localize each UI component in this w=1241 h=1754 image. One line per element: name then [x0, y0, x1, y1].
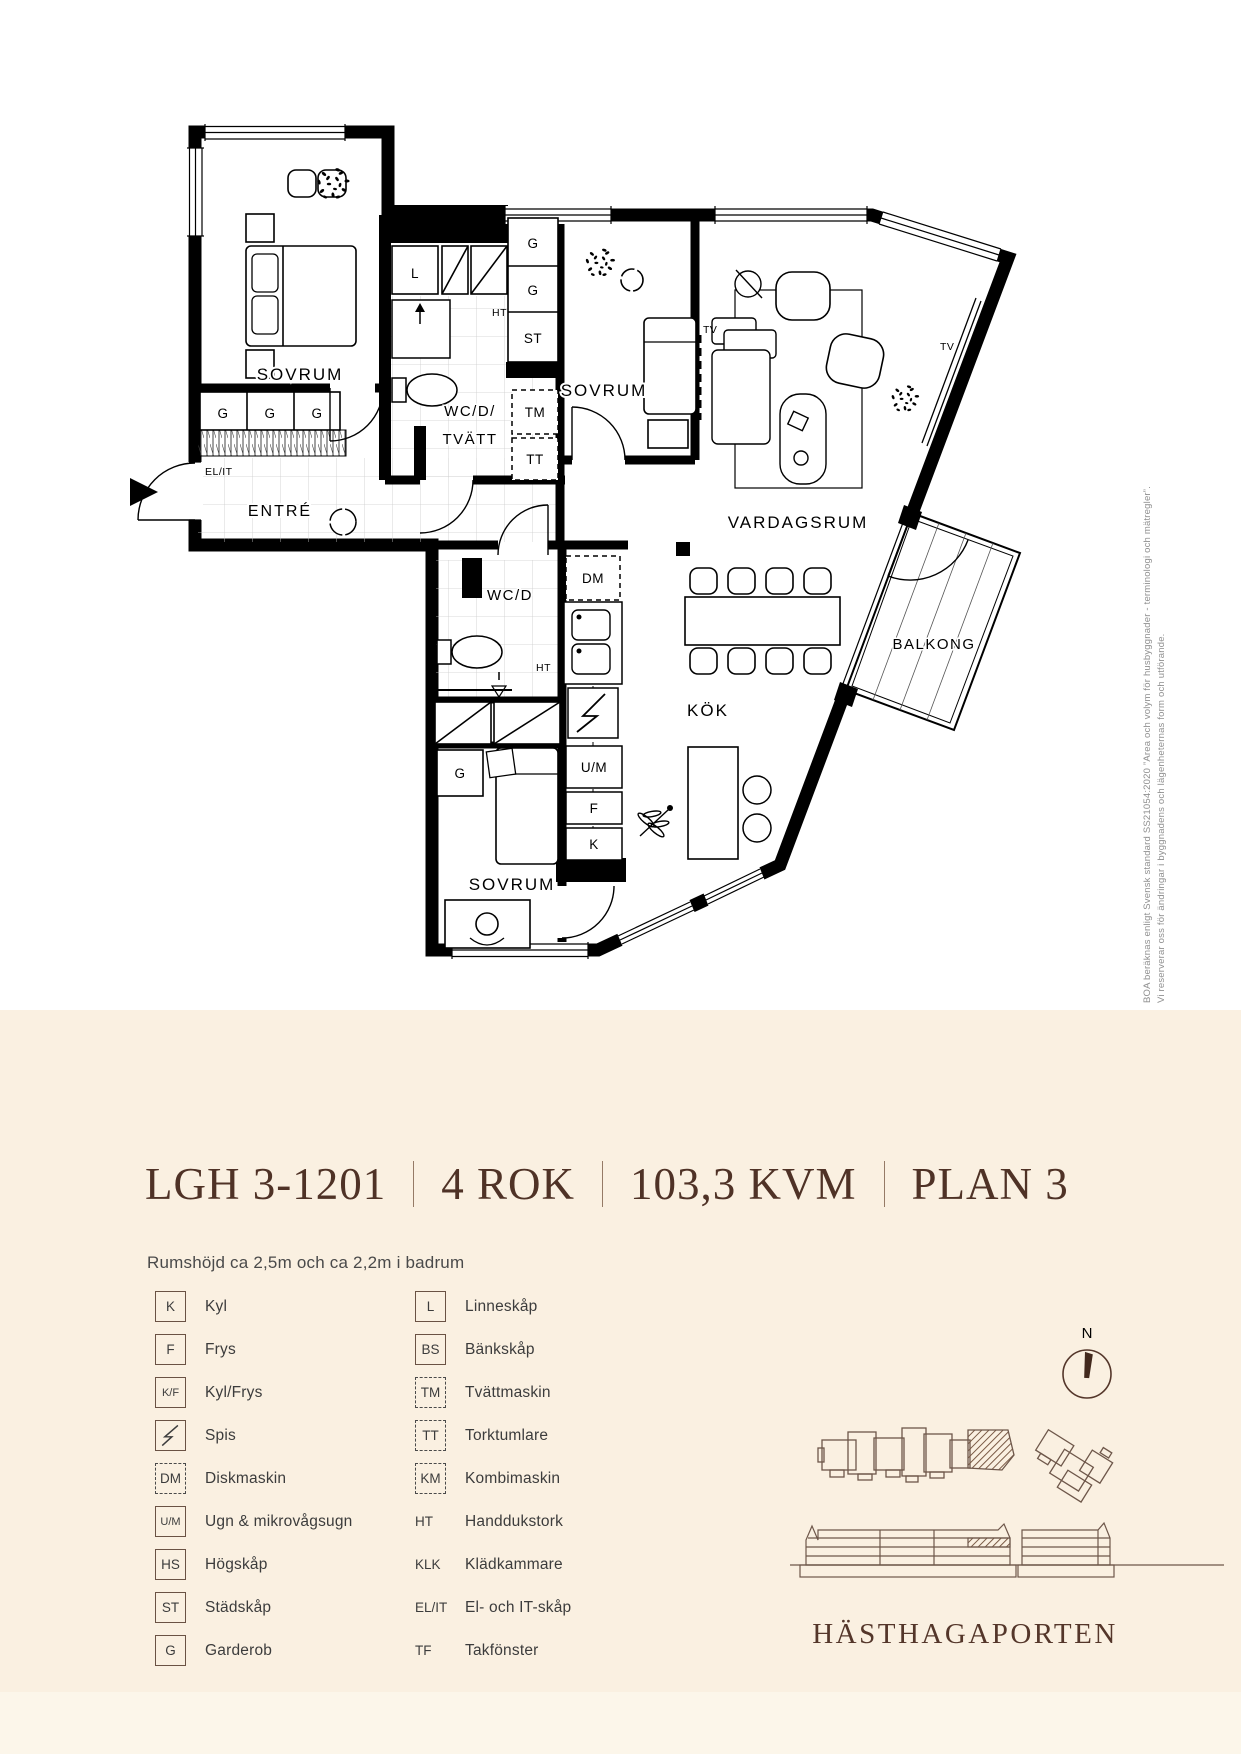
- ceiling-note: Rumshöjd ca 2,5m och ca 2,2m i badrum: [147, 1253, 465, 1272]
- label-g: G: [217, 406, 229, 421]
- label-tv: TV: [703, 324, 718, 336]
- legend-label-spis: Spis: [205, 1426, 236, 1444]
- disclaimer: [1142, 486, 1167, 1003]
- legend-label-linneskap: Linneskåp: [465, 1297, 538, 1315]
- legend-row: [155, 1635, 352, 1666]
- legend-row: [415, 1291, 571, 1322]
- label-g: G: [311, 406, 323, 421]
- legend-column-2: [415, 1291, 571, 1678]
- label-f: F: [589, 801, 599, 816]
- legend-row: [155, 1420, 352, 1451]
- legend-label-frys: Frys: [205, 1340, 236, 1358]
- legend-symbol-ht: HT: [415, 1514, 433, 1529]
- legend-label-kylfrys: Kyl/Frys: [205, 1383, 263, 1401]
- legend-symbol-g: G: [155, 1635, 186, 1666]
- label-kok: KÖK: [687, 701, 729, 720]
- legend-row: [155, 1506, 352, 1537]
- legend-label-handdukstork: Handdukstork: [465, 1512, 564, 1530]
- label-g: G: [264, 406, 276, 421]
- legend-symbol-st: ST: [155, 1592, 186, 1623]
- legend-label-kladkammare: Klädkammare: [465, 1555, 563, 1573]
- label-um: U/M: [580, 760, 608, 775]
- label-sovrum-1: SOVRUM: [256, 365, 344, 384]
- area: 103,3 KVM: [629, 1159, 857, 1209]
- legend-row: [155, 1592, 352, 1623]
- label-ht: HT: [492, 307, 507, 319]
- legend-label-ugn: Ugn & mikrovågsugn: [205, 1512, 353, 1530]
- apartment-title: [145, 1158, 1069, 1210]
- title-separator: [884, 1161, 885, 1207]
- legend-symbol-bs: BS: [415, 1334, 446, 1365]
- legend-row: [415, 1420, 571, 1451]
- label-tv: TV: [940, 341, 955, 353]
- legend-symbol-tf: TF: [415, 1643, 432, 1658]
- label-sovrum-2: SOVRUM: [560, 381, 648, 400]
- disclaimer-line2: Vi reserverar oss för ändringar i byggnadens och lägenheternas form och utförande.: [1156, 633, 1167, 1003]
- legend-label-garderob: Garderob: [205, 1641, 273, 1659]
- kitchen-island: [688, 747, 738, 859]
- project-brand: HÄSTHAGAPORTEN: [812, 1618, 1118, 1650]
- legend-row: [415, 1463, 571, 1494]
- label-vardagsrum: VARDAGSRUM: [727, 513, 869, 532]
- label-k: K: [589, 837, 599, 852]
- legend-symbol-tt: TT: [415, 1420, 446, 1451]
- legend-label-torktumlare: Torktumlare: [465, 1426, 549, 1444]
- label-wcd: WC/D: [487, 587, 533, 604]
- label-balkong: BALKONG: [892, 636, 976, 653]
- legend-column-1: [155, 1291, 352, 1678]
- site-buildings-top-view: [818, 1418, 1117, 1505]
- disclaimer-line1: BOA beräknas enligt Svensk standard SS21054:2020 ”Area och volym för husbyggnader - terminologi och mätregler”.: [1142, 486, 1153, 1003]
- legend-symbol-um: U/M: [155, 1506, 186, 1537]
- label-g: G: [527, 283, 539, 298]
- legend-label-kyl: Kyl: [205, 1297, 228, 1315]
- legend-symbol-f: F: [155, 1334, 186, 1365]
- legend-row: [415, 1506, 571, 1537]
- legend-label-bankskap: Bänkskåp: [465, 1340, 535, 1358]
- legend-label-el-it-skap: El- och IT-skåp: [465, 1598, 572, 1616]
- floor: PLAN 3: [911, 1159, 1069, 1209]
- legend-symbol-l: L: [415, 1291, 446, 1322]
- compass-needle: [1083, 1352, 1093, 1378]
- legend-label-hogskap: Högskåp: [205, 1555, 268, 1573]
- legend-row: [155, 1463, 352, 1494]
- legend-symbol-k: K: [155, 1291, 186, 1322]
- label-g: G: [527, 236, 539, 251]
- label-entre: ENTRÉ: [247, 503, 313, 520]
- label-l: L: [410, 266, 420, 281]
- legend-symbol-kf: K/F: [155, 1377, 186, 1408]
- legend-label-tvattmaskin: Tvättmaskin: [465, 1383, 551, 1401]
- label-elit: EL/IT: [205, 466, 233, 478]
- label-tm: TM: [524, 405, 546, 420]
- legend-row: [155, 1377, 352, 1408]
- legend-symbol-dm: DM: [155, 1463, 186, 1494]
- legend-symbol-klk: KLK: [415, 1557, 441, 1572]
- legend-label-diskmaskin: Diskmaskin: [205, 1469, 287, 1487]
- legend-symbol-km: KM: [415, 1463, 446, 1494]
- entry-arrow-icon: [130, 478, 158, 506]
- label-st: ST: [523, 331, 543, 346]
- legend-label-stadskap: Städskåp: [205, 1598, 272, 1616]
- title-separator: [602, 1161, 603, 1207]
- label-ht: HT: [536, 662, 551, 674]
- room-count: 4 ROK: [441, 1159, 575, 1209]
- legend-row: [155, 1291, 352, 1322]
- title-separator: [413, 1161, 414, 1207]
- legend-row: [415, 1377, 571, 1408]
- spis-icon: [155, 1420, 186, 1451]
- site-plan: [788, 1410, 1228, 1610]
- panel-footer-strip: [0, 1692, 1241, 1754]
- label-wcd-tvatt-2: TVÄTT: [442, 431, 498, 448]
- label-tt: TT: [526, 452, 544, 467]
- legend-symbol-hs: HS: [155, 1549, 186, 1580]
- compass-n-label: N: [1081, 1325, 1093, 1342]
- site-buildings-elevation: [790, 1523, 1224, 1577]
- legend-row: [155, 1334, 352, 1365]
- label-wcd-tvatt-1: WC/D/: [444, 403, 496, 420]
- info-panel: [0, 1010, 1241, 1754]
- unit-id: LGH 3-1201: [145, 1159, 387, 1209]
- legend-row: [415, 1635, 571, 1666]
- label-g: G: [454, 766, 466, 781]
- legend-row: [415, 1592, 571, 1623]
- legend-symbol-tm: TM: [415, 1377, 446, 1408]
- highlighted-unit: [968, 1430, 1014, 1470]
- highlighted-floor: [968, 1538, 1010, 1547]
- legend-row: [415, 1334, 571, 1365]
- legend-row: [155, 1549, 352, 1580]
- label-sovrum-3: SOVRUM: [468, 875, 556, 894]
- legend-row: [415, 1549, 571, 1580]
- north-compass: [1052, 1322, 1122, 1406]
- hall-stool: [330, 509, 356, 535]
- legend-label-kombimaskin: Kombimaskin: [465, 1469, 561, 1487]
- legend-label-takfonster: Takfönster: [465, 1641, 539, 1659]
- legend-symbol-elit: EL/IT: [415, 1600, 448, 1615]
- label-dm: DM: [582, 571, 604, 586]
